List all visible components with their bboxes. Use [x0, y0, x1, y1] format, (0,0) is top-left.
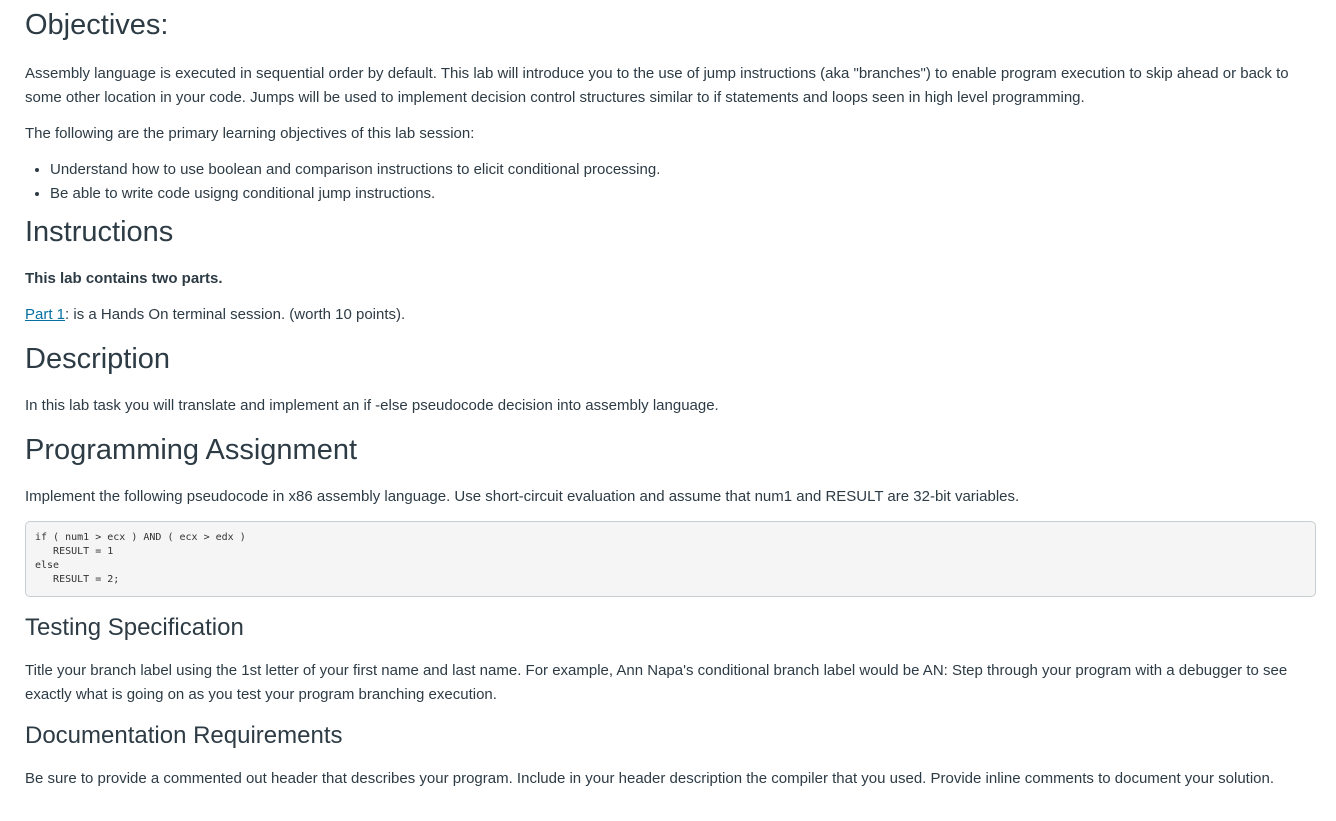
programming-heading: Programming Assignment	[25, 434, 358, 466]
description-text: In this lab task you will translate and implement an if -else pseudocode decision into assembly language.	[25, 397, 719, 414]
list-item: • Understand how to use boolean and comparison instructions to elicit conditional processing.	[50, 158, 1330, 182]
objectives-lead: The following are the primary learning objectives of this lab session:	[25, 125, 475, 142]
programming-text: Implement the following pseudocode in x86 assembly language. Use short-circuit evaluation and assume that num1 and RESULT are 32-bit variables.	[25, 488, 1020, 505]
pseudocode-block: if ( num1 > ecx ) AND ( ecx > edx ) RESULT = 1 else RESULT = 2;	[25, 521, 1316, 597]
part1-link[interactable]: Part 1	[25, 306, 66, 323]
description-heading: Description	[25, 343, 171, 375]
list-item: • Be able to write code usigng conditional jump instructions.	[50, 182, 1330, 206]
objectives-intro: Assembly language is executed in sequential order by default. This lab will introduce you to the use of jump instructions (aka "branches") to enable program execution to skip ahead or back to some other location in your code. Jumps will be used to implement decision control structures similar to if statements and loops seen in high level programming.	[25, 65, 1289, 106]
testing-text: Title your branch label using the 1st letter of your first name and last name. For example, Ann Napa's conditional branch label would be AN: Step through your program with a debugger to see exactly what is going on as you test your program branching execution.	[25, 662, 1288, 703]
part1-line	[25, 303, 405, 327]
part1-text: : is a Hands On terminal session. (worth 10 points).	[65, 306, 406, 323]
documentation-text: Be sure to provide a commented out header that describes your program. Include in your header description the compiler that you used. Provide inline comments to document your solution.	[25, 770, 1275, 787]
parts-note-text: This lab contains two parts.	[25, 270, 223, 287]
testing-heading: Testing Specification	[25, 614, 244, 641]
objectives-heading: Objectives:	[25, 9, 169, 41]
documentation-heading: Documentation Requirements	[25, 722, 343, 749]
instructions-heading: Instructions	[25, 216, 174, 248]
parts-note	[25, 267, 223, 291]
objectives-list	[25, 158, 1330, 206]
